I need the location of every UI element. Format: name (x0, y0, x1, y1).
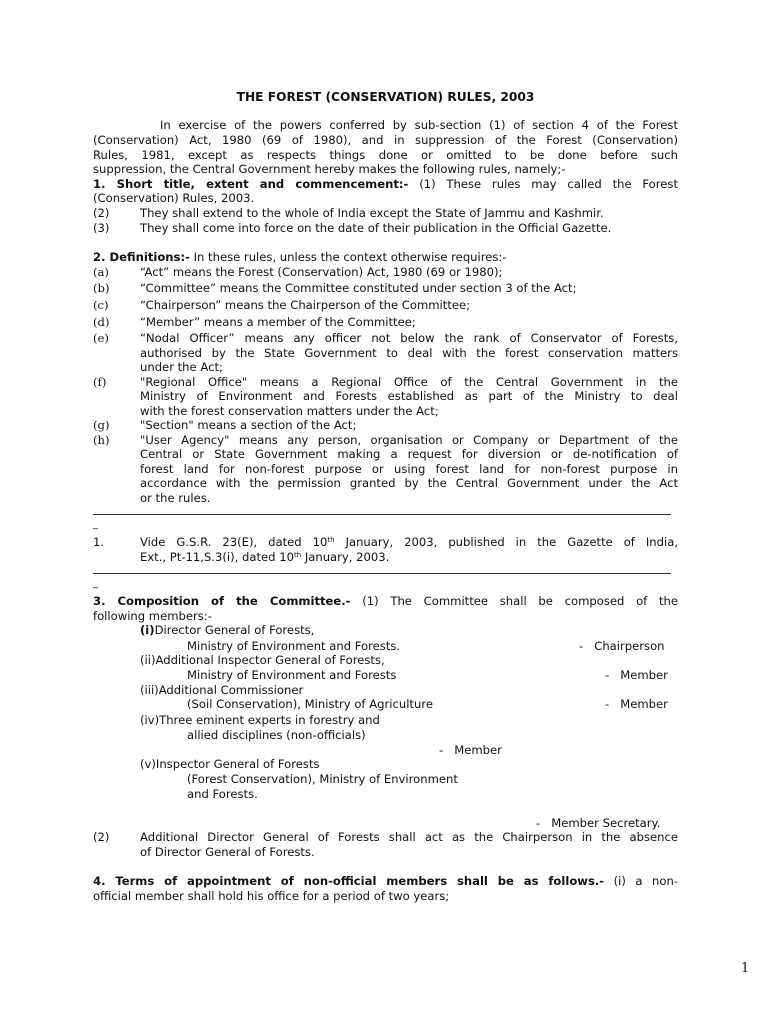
definition-label: (c) (93, 298, 109, 312)
rule4-text: (i) a non- (613, 874, 679, 888)
rule1-text-cont: (Conservation) Rules, 2003. (93, 191, 255, 205)
footnote-sup: th (327, 536, 335, 544)
definition-label: (f) (93, 375, 107, 389)
member-4-line2: allied disciplines (non-officials) (187, 728, 366, 742)
member-2-line1: (ii)Additional Inspector General of Forests, (140, 653, 385, 667)
definition-text: forest land for non-forest purpose or using forest land for non-forest purpose in (140, 462, 678, 476)
definition-text: “Member” means a member of the Committee; (140, 315, 416, 329)
member-1-line2: Ministry of Environment and Forests. (187, 639, 401, 653)
definition-text: with the forest conservation matters under the Act; (140, 404, 439, 418)
definition-text: accordance with the permission granted by the Central Government under the Act (140, 476, 678, 490)
member-label: (i) (140, 623, 155, 637)
footnote-text: Ext., Pt-11,S.3(i), dated 10 (140, 550, 294, 564)
page-number: 1 (741, 961, 750, 976)
definition-text: "Section" means a section of the Act; (140, 418, 357, 432)
footnote-line (140, 550, 678, 565)
definition-text: "Regional Office" means a Regional Office of the Central Government in the (140, 375, 678, 389)
definition-text: Central or State Government making a request for diversion or de-notification of (140, 447, 678, 461)
preamble-line: suppression, the Central Government hereby makes the following rules, namely;- (93, 162, 566, 176)
definition-text: "User Agency" means any person, organisation or Company or Department of the (140, 433, 678, 447)
footnote-dash: _ (93, 519, 98, 530)
item-text: They shall extend to the whole of India except the State of Jammu and Kashmir. (140, 206, 604, 220)
item-text: They shall come into force on the date of their publication in the Official Gazette. (140, 221, 612, 235)
member-2-line2: Ministry of Environment and Forests (187, 668, 397, 682)
footnote-rule-bottom (93, 573, 671, 574)
footnote-sup: th (293, 551, 302, 559)
footnote-text: Vide G.S.R. 23(E), dated 10 (140, 535, 328, 549)
definition-text: “Nodal Officer” means any officer not below the rank of Conservator of Forests, (140, 331, 678, 345)
footnote-line (140, 535, 678, 550)
definition-d (93, 315, 678, 330)
preamble-line: In exercise of the powers conferred by sub-section (1) of section 4 of the Forest (160, 118, 678, 132)
member-text: Director General of Forests, (154, 623, 315, 637)
member-3-role: - Member (605, 697, 668, 711)
rule2-line (93, 250, 678, 265)
footnote-dash: _ (93, 578, 98, 589)
item-label: (2) (93, 830, 110, 844)
rule2-heading: 2. Definitions:- (93, 250, 190, 264)
member-5-role: - Member Secretary. (536, 816, 661, 830)
rule1-heading: 1. Short title, extent and commencement:- (93, 177, 409, 191)
rule4-heading: 4. Terms of appointment of non-official members shall be as follows.- (93, 874, 605, 888)
document-title: THE FOREST (CONSERVATION) RULES, 2003 (236, 90, 535, 104)
definition-text: Ministry of Environment and Forests established as part of the Ministry to deal (140, 389, 678, 403)
definition-f (93, 375, 678, 419)
item-text: of Director General of Forests. (140, 845, 315, 859)
preamble-line: (Conservation) Act, 1980 (69 of 1980), and in suppression of the Forest (Conservation) (93, 133, 678, 147)
rule1-line (93, 177, 678, 192)
definition-label: (g) (93, 418, 110, 432)
preamble-line: Rules, 1981, except as respects things done or omitted to be done before such (93, 148, 678, 162)
definition-e (93, 331, 678, 375)
item-label: (3) (93, 221, 110, 235)
definition-label: (d) (93, 315, 110, 329)
rule2-text: In these rules, unless the context otherwise requires:- (193, 250, 507, 264)
rule1-text: (1) These rules may called the Forest (419, 177, 678, 191)
member-4-role: - Member (439, 743, 502, 757)
footnote-text: January, 2003, published in the Gazette of India, (334, 535, 678, 549)
member-3-line1: (iii)Additional Commissioner (140, 683, 304, 697)
member-5-line2: (Forest Conservation), Ministry of Environment (187, 772, 458, 786)
item-text: Additional Director General of Forests shall act as the Chairperson in the absence (140, 830, 678, 844)
definition-g (93, 418, 678, 433)
member-5-line1: (v)Inspector General of Forests (140, 757, 320, 771)
member-4-line1: (iv)Three eminent experts in forestry and (140, 713, 380, 727)
rule3-text-cont: following members:- (93, 609, 212, 623)
rule4-text-cont: official member shall hold his office for a period of two years; (93, 889, 450, 903)
footnote (93, 535, 678, 565)
definition-label: (e) (93, 331, 109, 345)
footnote-text: January, 2003. (301, 550, 390, 564)
member-5-line3: and Forests. (187, 787, 258, 801)
footnote-label: 1. (93, 535, 105, 549)
rule3-item-2 (93, 830, 678, 860)
member-2-role: - Member (605, 668, 668, 682)
rule3-heading: 3. Composition of the Committee.- (93, 594, 351, 608)
rule3-line (93, 594, 678, 609)
definition-text: authorised by the State Government to deal with the forest conservation matters (140, 346, 678, 360)
item-label: (2) (93, 206, 110, 220)
member-3-line2: (Soil Conservation), Ministry of Agriculture (187, 697, 433, 711)
definition-label: (b) (93, 281, 110, 295)
definition-label: (a) (93, 265, 109, 279)
definition-label: (h) (93, 433, 110, 447)
definition-text: or the rules. (140, 491, 211, 505)
definition-text: under the Act; (140, 360, 223, 374)
rule3-text: (1) The Committee shall be composed of the (362, 594, 679, 608)
definition-b (93, 281, 678, 296)
definition-c (93, 298, 678, 313)
definition-text: “Chairperson” means the Chairperson of the Committee; (140, 298, 471, 312)
definition-text: “Act” means the Forest (Conservation) Act, 1980 (69 or 1980); (140, 265, 503, 279)
document-page (93, 0, 750, 1024)
definition-h (93, 433, 678, 507)
member-1-line1 (140, 623, 314, 638)
definition-a (93, 265, 678, 280)
footnote-rule-top (93, 514, 671, 515)
definition-text: “Committee” means the Committee constituted under section 3 of the Act; (140, 281, 577, 295)
member-1-role: - Chairperson (579, 639, 665, 653)
rule4-line (93, 874, 678, 889)
